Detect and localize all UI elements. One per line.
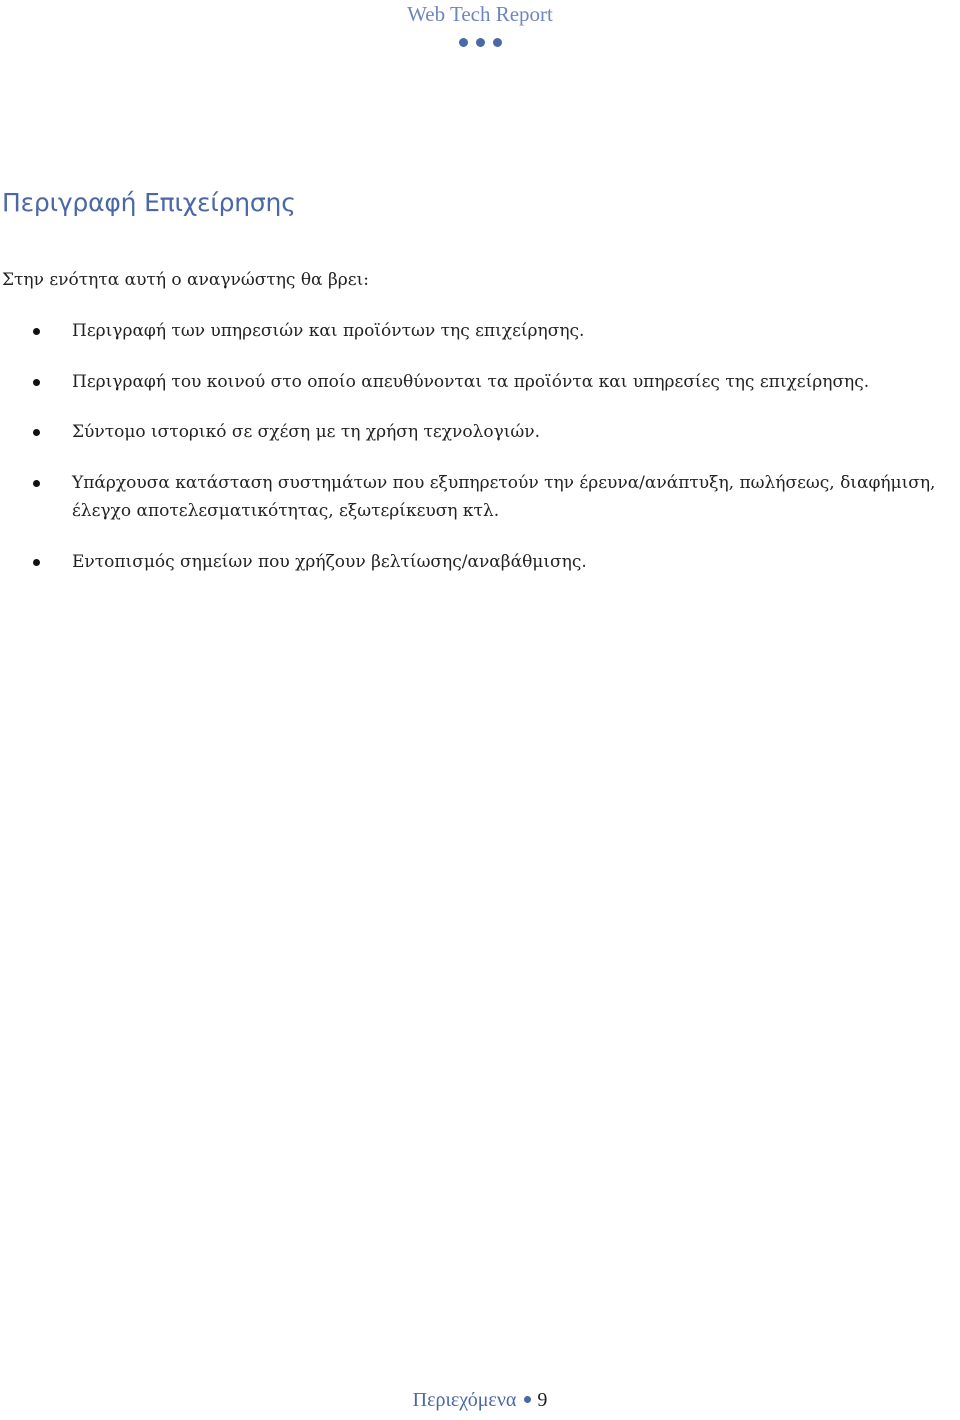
bullet-icon [33, 480, 40, 487]
intro-paragraph: Στην ενότητα αυτή ο αναγνώστης θα βρει: [2, 270, 369, 290]
list-item [0, 469, 940, 526]
page-header [0, 0, 960, 44]
header-dot [459, 38, 468, 47]
list-item [0, 368, 940, 397]
bullet-icon [33, 429, 40, 436]
list-item [0, 548, 940, 577]
bullet-icon [33, 559, 40, 566]
bullet-icon [33, 379, 40, 386]
header-dots-ornament [0, 32, 960, 44]
section-title: Περιγραφή Επιχείρησης [2, 188, 296, 217]
list-item [0, 418, 940, 447]
list-item-text: Περιγραφή του κοινού στο οποίο απευθύνονται τα προϊόντα και υπηρεσίες της επιχείρησης. [72, 371, 870, 392]
bullet-list [0, 317, 940, 598]
page-footer [0, 1386, 960, 1414]
page-number: 9 [537, 1389, 548, 1411]
footer-separator-dot [524, 1396, 531, 1403]
header-dot [493, 38, 502, 47]
footer-label: Περιεχόμενα [412, 1389, 517, 1411]
list-item-text: Υπάρχουσα κατάσταση συστημάτων που εξυπηρετούν την έρευνα/ανάπτυξη, πωλήσεως, διαφήμιση, έλεγχο αποτελεσματικότητας, εξωτερίκευση κτλ. [72, 472, 936, 521]
list-item [0, 317, 940, 346]
bullet-icon [33, 328, 40, 335]
list-item-text: Εντοπισμός σημείων που χρήζουν βελτίωσης/αναβάθμισης. [72, 551, 587, 572]
header-dot [476, 38, 485, 47]
list-item-text: Σύντομο ιστορικό σε σχέση με τη χρήση τεχνολογιών. [72, 422, 541, 442]
header-title: Web Tech Report [407, 2, 553, 26]
list-item-text: Περιγραφή των υπηρεσιών και προϊόντων της επιχείρησης. [72, 321, 585, 341]
